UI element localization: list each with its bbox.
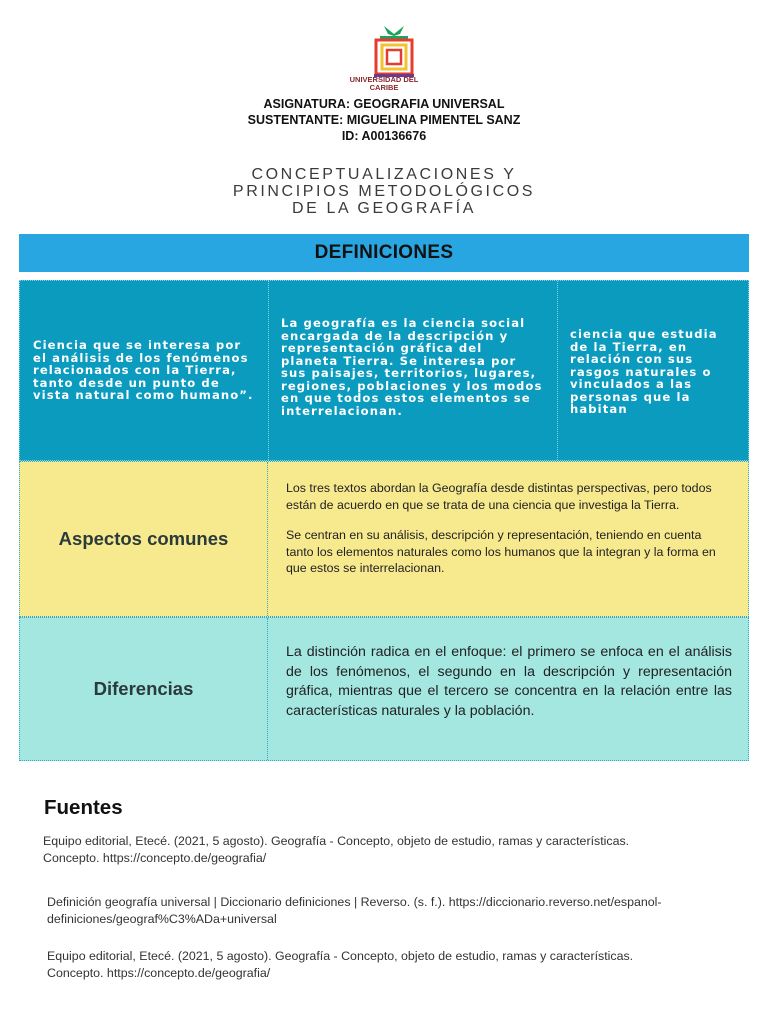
university-logo-text: UNIVERSIDAD DEL CARIBE	[349, 75, 419, 92]
diferencias-row	[19, 617, 749, 761]
definiciones-heading: DEFINICIONES	[314, 242, 454, 263]
definitions-row	[19, 280, 749, 461]
reference-1: Equipo editorial, Etecé. (2021, 5 agosto). Geografía - Concepto, objeto de estudio, ramas y características. Concepto. https://concepto.de/geografia/	[43, 834, 630, 865]
aspectos-comunes-row	[19, 461, 749, 617]
diferencias-label: Diferencias	[20, 618, 268, 760]
definition-cell-3: ciencia que estudia de la Tierra, en relación con sus rasgos naturales o vinculados a las personas que la habitan	[570, 327, 718, 416]
fuentes-heading: Fuentes	[44, 796, 123, 819]
reference-2: Definición geografía universal | Diccionario definiciones | Reverso. (s. f.). https://diccionario.reverso.net/espanol-definiciones/geograf%C3%ADa+universal	[47, 895, 662, 926]
reference-3: Equipo editorial, Etecé. (2021, 5 agosto). Geografía - Concepto, objeto de estudio, ramas y características. Concepto. https://concepto.de/geografia/	[47, 949, 634, 980]
aspectos-paragraph-1: Los tres textos abordan la Geografía desde distintas perspectivas, pero todos están de acuerdo en que se trata de una ciencia que investiga la Tierra.	[286, 481, 712, 512]
page-title: CONCEPTUALIZACIONES Y PRINCIPIOS METODOLÓGICOS DE LA GEOGRAFÍA	[232, 166, 536, 217]
aspectos-paragraph-2: Se centran en su análisis, descripción y representación, teniendo en cuenta tanto los elementos naturales como los humanos que la integran y la forma en que estos se interrelacionan.	[286, 528, 716, 575]
diferencias-paragraph: La distinción radica en el enfoque: el primero se enfoca en el análisis de los fenómenos, el segundo en la descripción y representación gráfica, mientras que el tercero se concentra en la relación entre las características naturales y la población.	[286, 644, 732, 719]
diferencias-body	[268, 618, 750, 760]
definition-cell-1: Ciencia que se interesa por el análisis de los fenómenos relacionados con la Tierra, tanto desde un punto de vista natural como humano”.	[33, 338, 254, 403]
aspectos-comunes-body	[268, 462, 750, 616]
definition-cell-2: La geografía es la ciencia social encargada de la descripción y representación gráfica del planeta Tierra. Se interesa por sus paisajes, territorios, lugares, regiones, poblaciones y los modos en que todos estos elementos se interrelacionan.	[268, 281, 558, 460]
aspectos-comunes-label: Aspectos comunes	[20, 462, 268, 616]
header-info	[0, 96, 768, 144]
subject-line: ASIGNATURA: GEOGRAFIA UNIVERSAL	[263, 97, 505, 111]
definiciones-header	[19, 234, 749, 275]
author-line: SUSTENTANTE: MIGUELINA PIMENTEL SANZ	[247, 113, 521, 127]
id-line: ID: A00136676	[341, 129, 427, 143]
